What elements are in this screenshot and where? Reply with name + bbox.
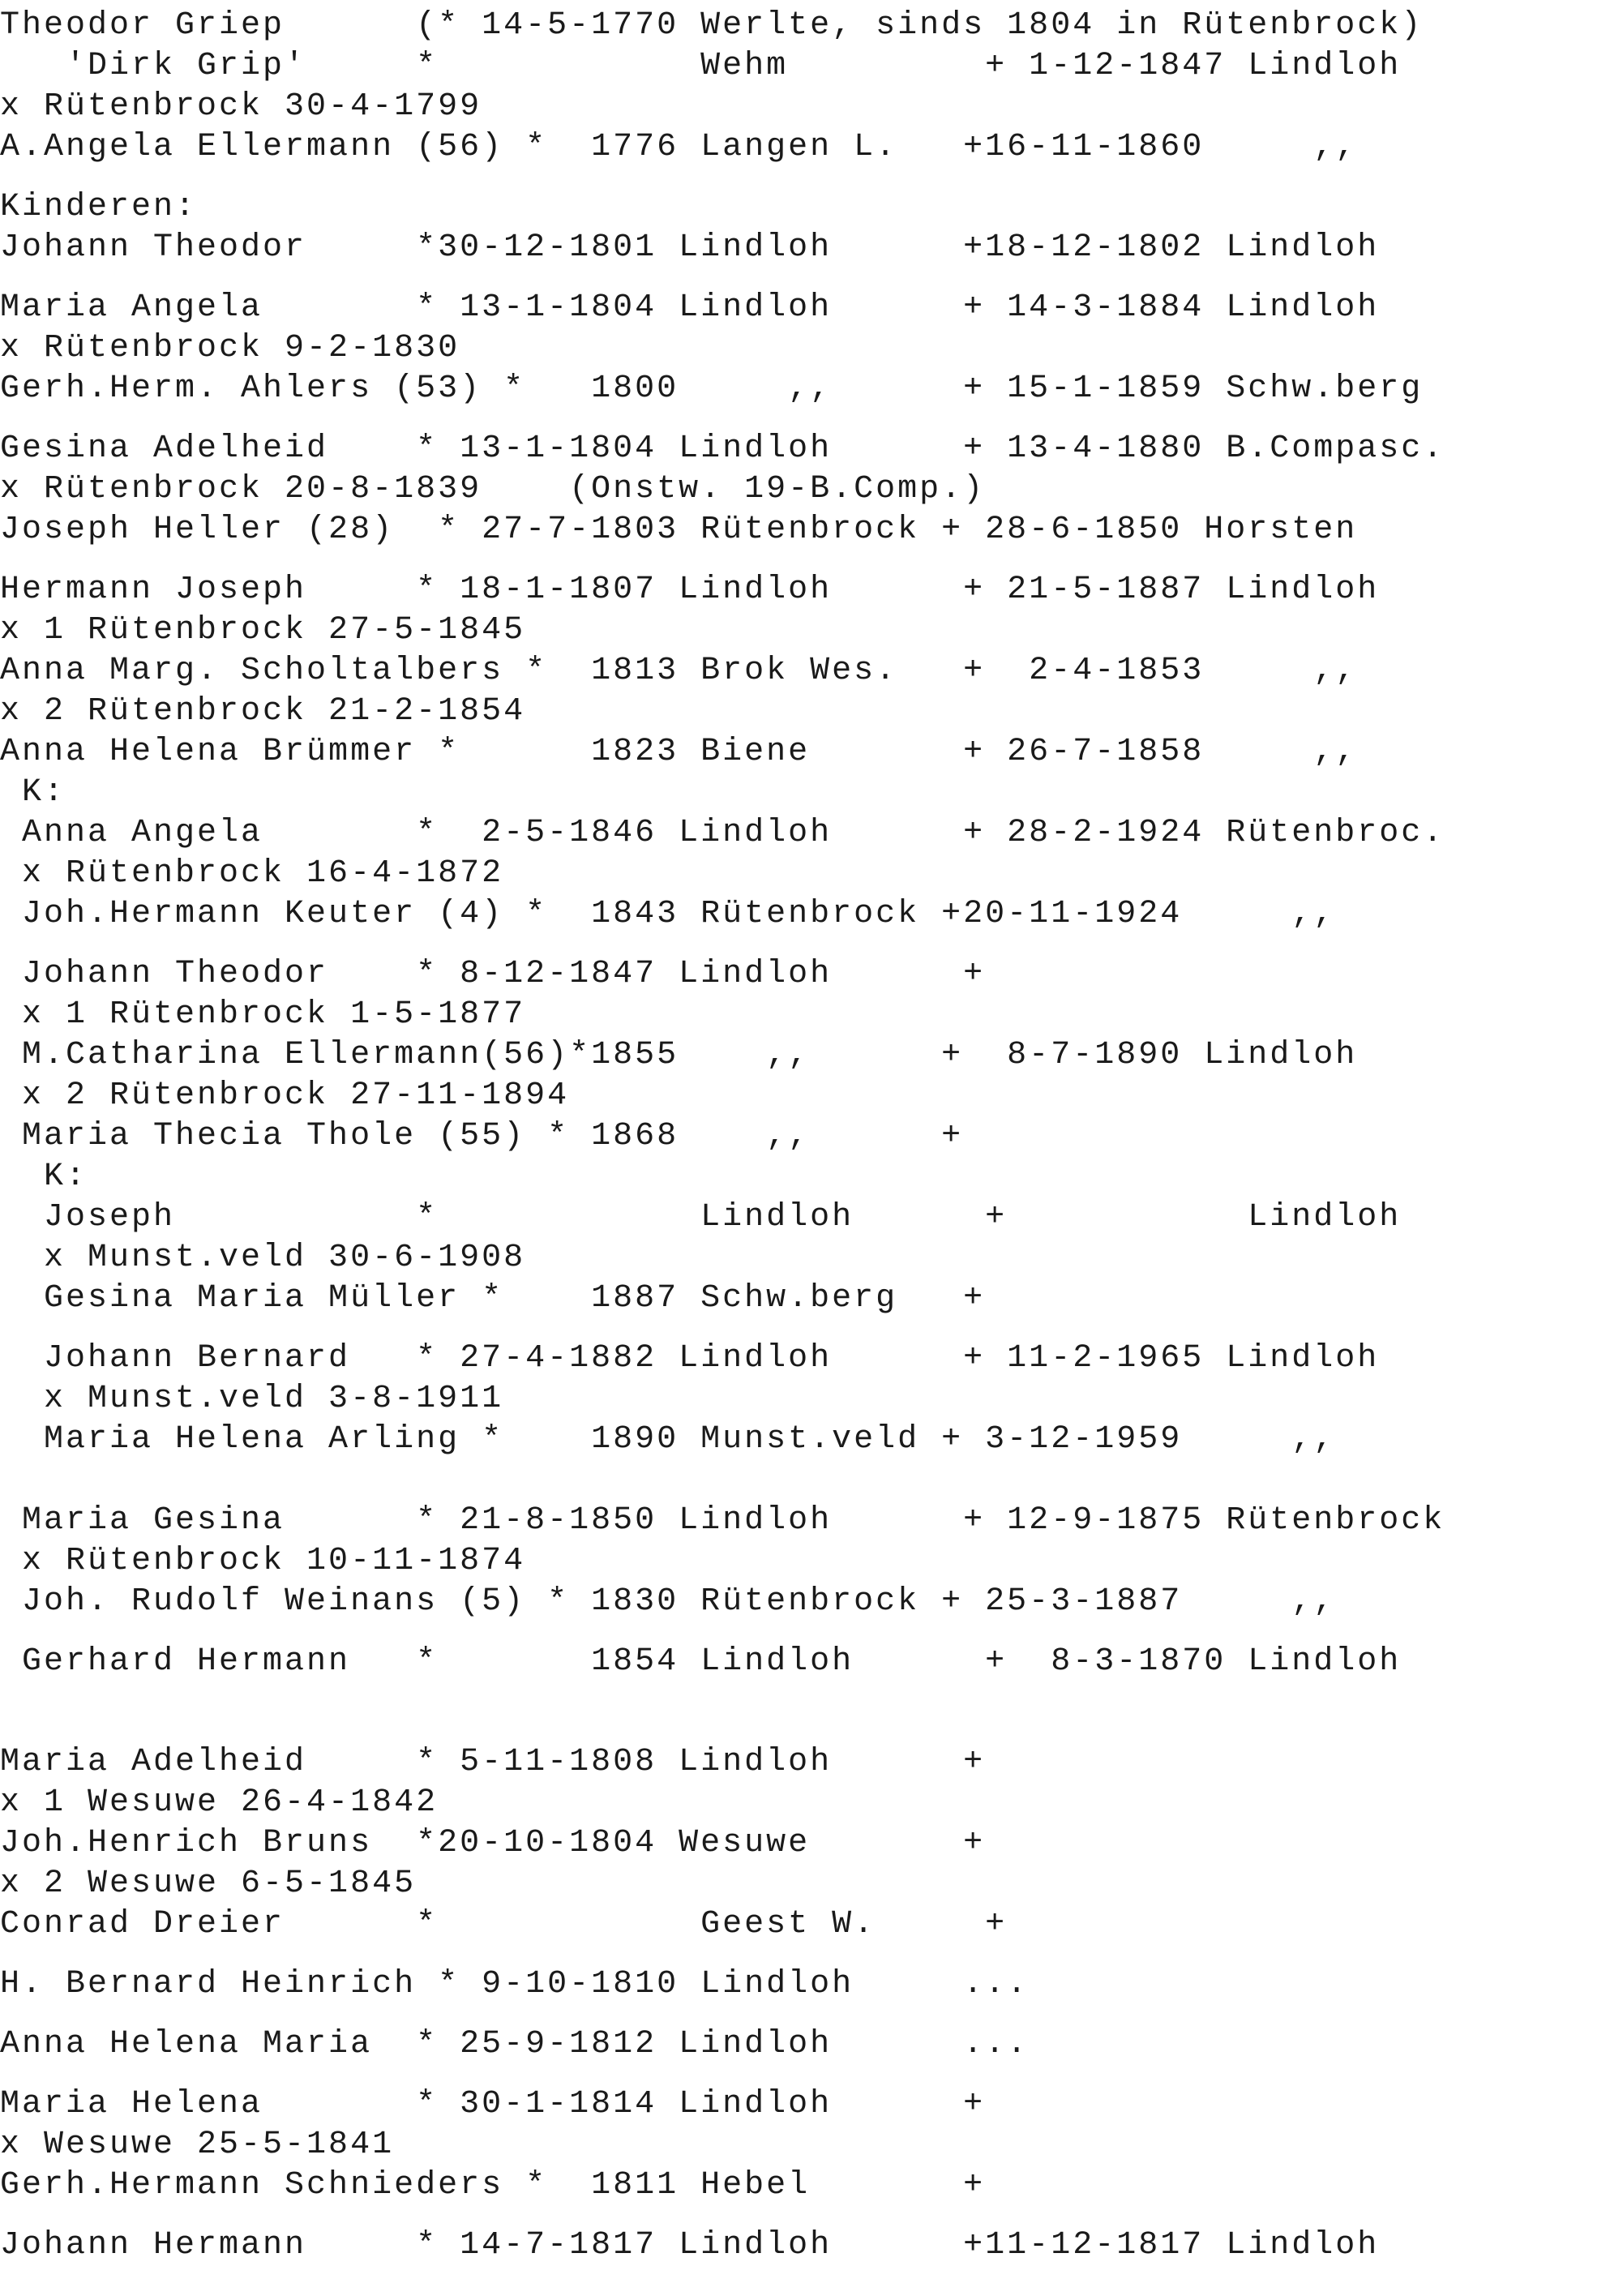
- text-line: Theodor Griep (* 14-5-1770 Werlte, sinds 1804 in Rütenbrock): [0, 7, 1424, 44]
- text-line: Gesina Adelheid * 13-1-1804 Lindloh + 13-4-1880 B.Compasc.: [0, 430, 1445, 467]
- text-line: Gerh.Hermann Schnieders * 1811 Hebel +: [0, 2167, 986, 2204]
- text-line: Maria Gesina * 21-8-1850 Lindloh + 12-9-1875 Rütenbrock: [0, 1502, 1445, 1539]
- text-line: x 2 Rütenbrock 21-2-1854: [0, 693, 526, 730]
- text-line: x 2 Wesuwe 6-5-1845: [0, 1866, 417, 1902]
- text-line: Kinderen:: [0, 189, 198, 225]
- text-line: x Rütenbrock 9-2-1830: [0, 330, 460, 366]
- text-line: Joseph Heller (28) * 27-7-1803 Rütenbrock + 28-6-1850 Horsten: [0, 512, 1358, 548]
- text-line: Anna Angela * 2-5-1846 Lindloh + 28-2-1924 Rütenbroc.: [0, 815, 1445, 851]
- text-line: x 1 Rütenbrock 27-5-1845: [0, 612, 526, 649]
- text-line: K:: [0, 1159, 88, 1195]
- text-line: Joh.Hermann Keuter (4) * 1843 Rütenbrock +20-11-1924 ,,: [0, 896, 1336, 932]
- text-line: Joh.Henrich Bruns *20-10-1804 Wesuwe +: [0, 1825, 986, 1861]
- text-line: Maria Helena Arling * 1890 Munst.veld + 3-12-1959 ,,: [0, 1421, 1336, 1458]
- text-line: Anna Helena Brümmer * 1823 Biene + 26-7-1858 ,,: [0, 734, 1358, 770]
- text-line: x Munst.veld 30-6-1908: [0, 1240, 526, 1276]
- text-line: Maria Thecia Thole (55) * 1868 ,, +: [0, 1118, 964, 1154]
- text-line: Anna Marg. Scholtalbers * 1813 Brok Wes. + 2-4-1853 ,,: [0, 653, 1358, 689]
- text-line: K:: [0, 774, 66, 811]
- text-line: M.Catharina Ellermann(56)*1855 ,, + 8-7-1890 Lindloh: [0, 1037, 1358, 1073]
- text-line: Gesina Maria Müller * 1887 Schw.berg +: [0, 1280, 986, 1317]
- text-line: Gerh.Herm. Ahlers (53) * 1800 ,, + 15-1-1859 Schw.berg: [0, 371, 1424, 407]
- text-line: Joh. Rudolf Weinans (5) * 1830 Rütenbrock + 25-3-1887 ,,: [0, 1583, 1336, 1620]
- text-line: x Rütenbrock 20-8-1839 (Onstw. 19-B.Comp.): [0, 471, 986, 508]
- text-line: Johann Bernard * 27-4-1882 Lindloh + 11-2-1965 Lindloh: [0, 1340, 1380, 1377]
- text-line: x Munst.veld 3-8-1911: [0, 1381, 504, 1417]
- text-line: x 1 Rütenbrock 1-5-1877: [0, 996, 526, 1033]
- text-line: Conrad Dreier * Geest W. +: [0, 1906, 1008, 1943]
- text-line: Johann Hermann * 14-7-1817 Lindloh +11-12-1817 Lindloh: [0, 2227, 1380, 2264]
- text-line: Anna Helena Maria * 25-9-1812 Lindloh ...: [0, 2026, 1030, 2063]
- text-line: x Rütenbrock 30-4-1799: [0, 88, 482, 125]
- text-line: Gerhard Hermann * 1854 Lindloh + 8-3-1870 Lindloh: [0, 1643, 1402, 1680]
- text-line: Hermann Joseph * 18-1-1807 Lindloh + 21-5-1887 Lindloh: [0, 572, 1380, 608]
- text-line: x 1 Wesuwe 26-4-1842: [0, 1784, 439, 1821]
- text-line: x Wesuwe 25-5-1841: [0, 2127, 395, 2163]
- text-line: Maria Helena * 30-1-1814 Lindloh +: [0, 2086, 986, 2123]
- text-line: x Rütenbrock 10-11-1874: [0, 1543, 526, 1579]
- text-line: Maria Angela * 13-1-1804 Lindloh + 14-3-1884 Lindloh: [0, 289, 1380, 326]
- text-line: x Rütenbrock 16-4-1872: [0, 855, 504, 892]
- text-line: Maria Adelheid * 5-11-1808 Lindloh +: [0, 1744, 986, 1780]
- text-line: A.Angela Ellermann (56) * 1776 Langen L. +16-11-1860 ,,: [0, 129, 1358, 165]
- text-line: Johann Theodor * 8-12-1847 Lindloh +: [0, 956, 986, 992]
- text-line: H. Bernard Heinrich * 9-10-1810 Lindloh ...: [0, 1966, 1030, 2003]
- text-line: Joseph * Lindloh + Lindloh: [0, 1199, 1402, 1236]
- text-line: Johann Theodor *30-12-1801 Lindloh +18-12-1802 Lindloh: [0, 229, 1380, 266]
- text-line: x 2 Rütenbrock 27-11-1894: [0, 1077, 570, 1114]
- text-line: 'Dirk Grip' * Wehm + 1-12-1847 Lindloh: [0, 48, 1402, 84]
